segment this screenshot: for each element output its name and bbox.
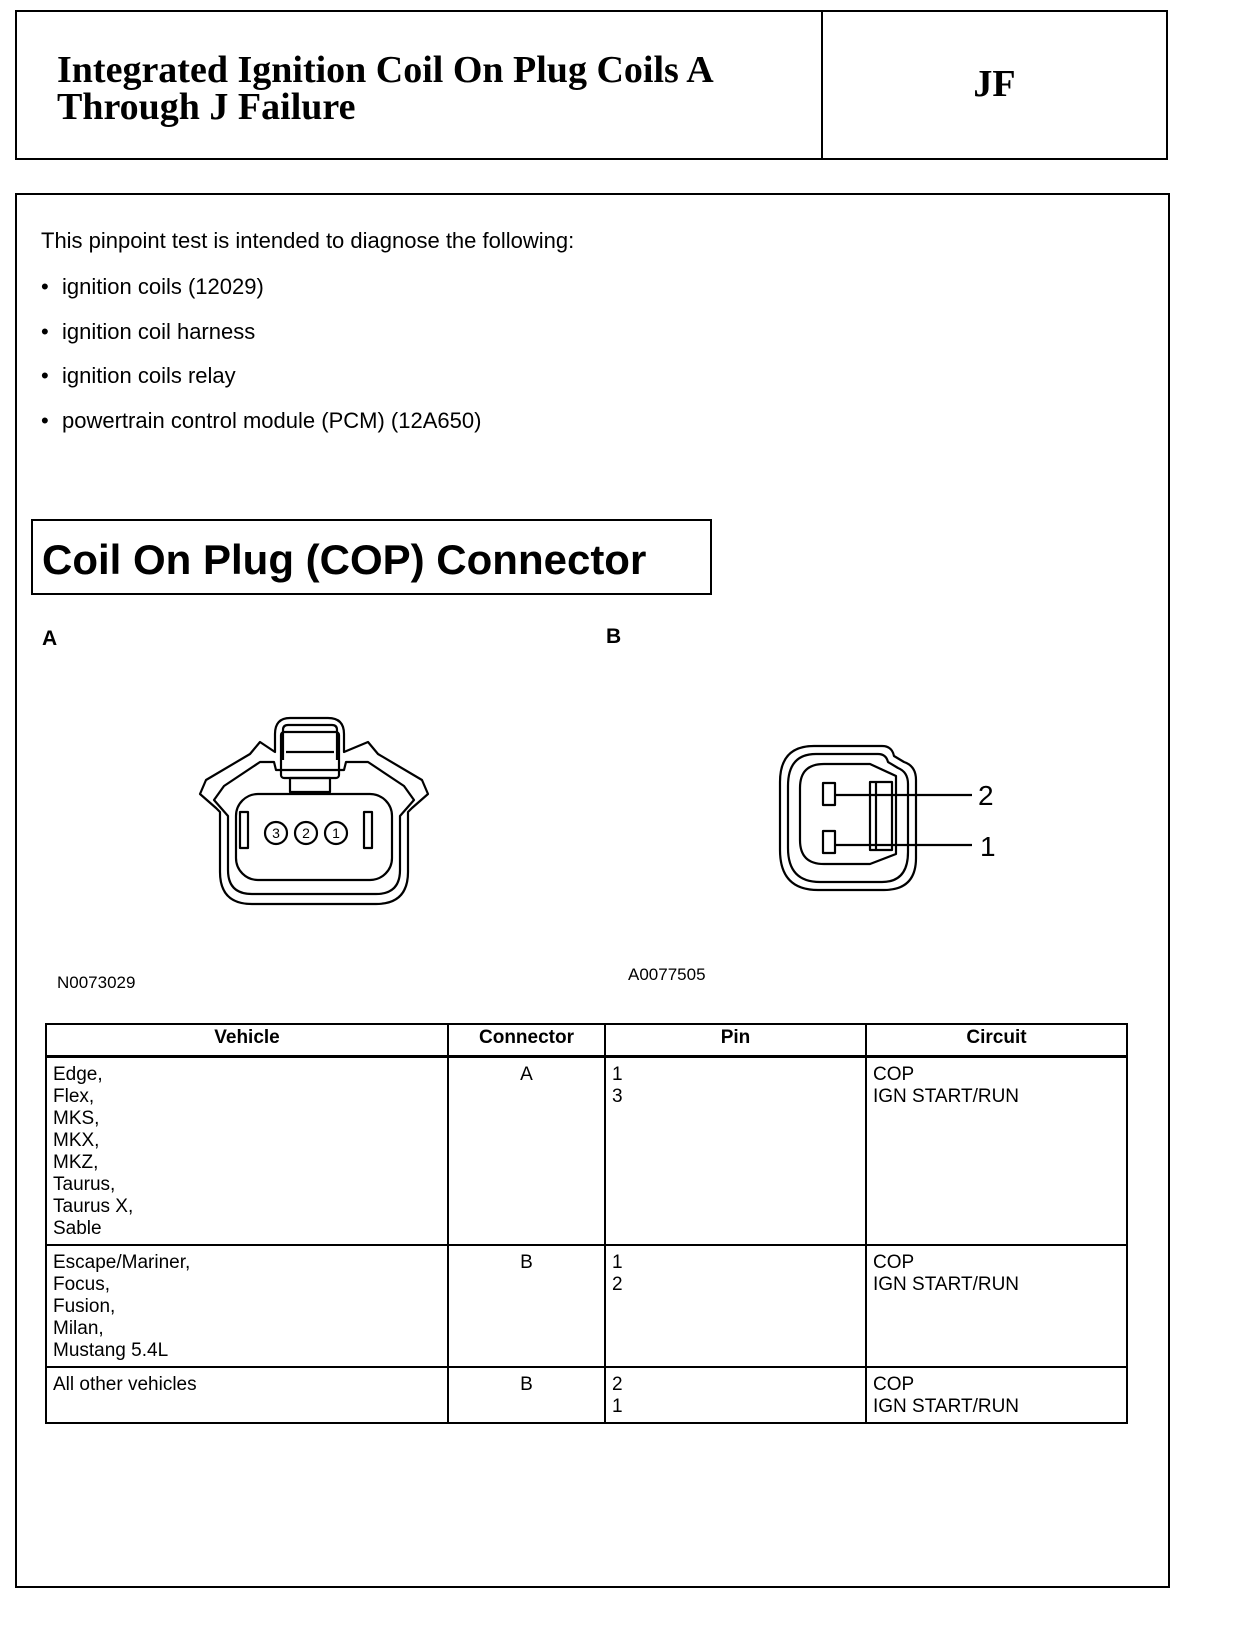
connector-cell: B	[448, 1367, 605, 1423]
figure-ref-a: N0073029	[57, 973, 136, 992]
pin-cell: 1 2	[605, 1245, 866, 1367]
table-row	[46, 1367, 1127, 1423]
bullet-icon: •	[41, 407, 49, 433]
vehicle-cell: Escape/Mariner, Focus, Fusion, Milan, Mustang 5.4L	[46, 1245, 448, 1367]
circuit-cell: COP IGN START/RUN	[866, 1057, 1127, 1246]
table-row	[46, 1245, 1127, 1367]
list-item: • ignition coils (12029)	[41, 274, 264, 299]
title-line-1: Integrated Ignition Coil On Plug Coils A	[57, 49, 714, 91]
diagnose-list	[41, 273, 481, 451]
pin-cell: 2 1	[605, 1367, 866, 1423]
bullet-icon: •	[41, 274, 49, 299]
test-code: JF	[973, 63, 1016, 105]
list-item: • ignition coils relay	[41, 363, 236, 388]
connector-a-label: A	[42, 627, 58, 650]
pin-1-callout: 1	[980, 831, 996, 862]
section-title: Coil On Plug (COP) Connector	[42, 536, 647, 583]
table-row	[46, 1057, 1127, 1246]
page-title	[17, 12, 823, 158]
pin-3-label: 3	[272, 825, 280, 841]
pin-2-label: 2	[302, 825, 310, 841]
figure-ref-b: A0077505	[628, 965, 706, 984]
pin-2-callout: 2	[978, 780, 994, 811]
list-item: • ignition coil harness	[41, 318, 256, 344]
vehicle-cell: Edge, Flex, MKS, MKX, MKZ, Taurus, Taurus X, Sable	[46, 1057, 448, 1246]
title-line-2: Through J Failure	[57, 86, 356, 128]
circuit-cell: COP IGN START/RUN	[866, 1245, 1127, 1367]
header-box	[15, 10, 1168, 160]
connector-b-label: B	[606, 625, 622, 648]
table-header-row	[46, 1024, 1127, 1057]
list-item: • powertrain control module (PCM) (12A650)	[41, 407, 482, 433]
connector-a-diagram	[190, 712, 440, 912]
pin-cell: 1 3	[605, 1057, 866, 1246]
connector-b-diagram	[774, 740, 1014, 900]
column-header-vehicle: Vehicle	[46, 1024, 448, 1057]
bullet-icon: •	[41, 363, 49, 388]
circuit-cell: COP IGN START/RUN	[866, 1367, 1127, 1423]
column-header-circuit: Circuit	[866, 1024, 1127, 1057]
pin-1-label: 1	[332, 825, 340, 841]
connector-cell: B	[448, 1245, 605, 1367]
column-header-connector: Connector	[448, 1024, 605, 1057]
column-header-pin: Pin	[605, 1024, 866, 1057]
bullet-icon: •	[41, 318, 49, 344]
pin-table	[45, 1023, 1128, 1424]
vehicle-cell: All other vehicles	[46, 1367, 448, 1423]
connector-cell: A	[448, 1057, 605, 1246]
intro-text: This pinpoint test is intended to diagnose the following:	[41, 228, 575, 253]
